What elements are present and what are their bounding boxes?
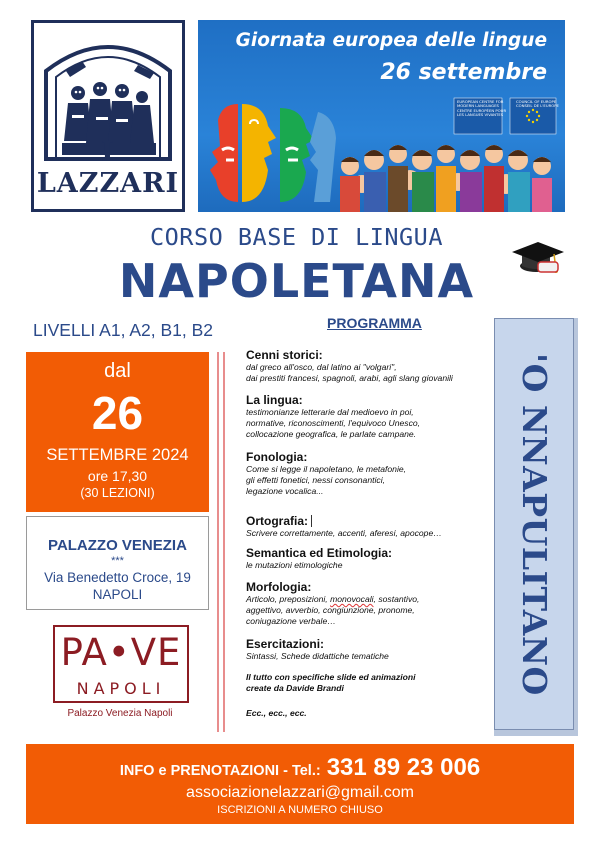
- section-title: Esercitazioni:: [246, 637, 325, 651]
- section-line: le mutazioni etimologiche: [246, 560, 343, 570]
- section-title: Morfologia:: [246, 580, 312, 594]
- section-line: legazione vocalica...: [246, 486, 324, 496]
- section-line: Articolo, preposizioni, monovocali, sostantivo,: [246, 594, 420, 604]
- program-note: [246, 672, 494, 694]
- section-line: coniugazione verbale…: [246, 616, 336, 626]
- languages-day-banner: [198, 20, 565, 212]
- program-section-exercises: [246, 637, 494, 662]
- program-section-history: [246, 348, 494, 384]
- faces-logo-icon: [210, 104, 336, 202]
- start-date-box: [26, 352, 209, 512]
- section-title: Fonologia:: [246, 450, 308, 464]
- program-section-orthography: [246, 514, 494, 539]
- location-city: NAPOLI: [92, 587, 143, 602]
- footer-info-line: [26, 754, 574, 782]
- section-line: collocazione geografica, le parlate campane.: [246, 429, 417, 439]
- pave-caption: Palazzo Venezia Napoli: [67, 708, 173, 719]
- banner-event-title: Giornata europea delle lingue: [235, 30, 547, 51]
- section-title: La lingua:: [246, 393, 303, 407]
- cartoon-people-icon: [340, 145, 552, 212]
- footer-phone: 331 89 23 006: [326, 754, 481, 781]
- program-heading: PROGRAMMA: [327, 315, 422, 331]
- info-footer: [26, 744, 574, 824]
- course-title: CORSO BASE DI LINGUA: [150, 223, 443, 251]
- program-section-phonology: [246, 450, 494, 497]
- location-box: [26, 516, 209, 610]
- footer-info-label: INFO e PRENOTAZIONI - Tel.:: [119, 763, 321, 779]
- divider-line-right: [223, 352, 225, 732]
- divider-line-left: [217, 352, 219, 732]
- course-levels: LIVELLI A1, A2, B1, B2: [33, 320, 213, 340]
- lazzari-logo: [31, 20, 185, 212]
- section-line: dal greco all'osco, dal latino ai "volgari",: [246, 362, 397, 372]
- footer-email: associazionelazzari@gmail.com: [186, 784, 414, 801]
- note-line: Il tutto con specifiche slide ed animazioni: [246, 672, 416, 682]
- pave-logo: [53, 625, 189, 703]
- section-line: testimonianze letterarie dal medioevo in poi,: [246, 407, 414, 417]
- section-line: normative, riconoscimenti, l'equivoco Unesco,: [246, 418, 421, 428]
- pave-mark: PA•VE: [60, 631, 182, 674]
- etc-line: Ecc., ecc., ecc.: [246, 708, 307, 718]
- section-line: Scrivere correttamente, accenti, aferesi, apocope…: [246, 528, 442, 538]
- ecml-logo-text: EUROPEAN CENTRE FOR MODERN LANGUAGES CENTRE EUROPÉEN POUR LES LANGUES VIVANTES: [457, 99, 507, 118]
- text-cursor-icon: [311, 515, 312, 527]
- section-line: Sintassi, Schede didattiche tematiche: [246, 651, 389, 661]
- footer-note: ISCRIZIONI A NUMERO CHIUSO: [217, 804, 383, 816]
- vertical-title: 'O NNAPULITANO: [515, 352, 554, 696]
- pave-city: NAPOLI: [76, 679, 166, 698]
- location-separator: ***: [111, 555, 124, 567]
- date-day: 26: [91, 387, 144, 439]
- date-lessons: (30 LEZIONI): [80, 486, 155, 500]
- section-line: aggettivo, avverbio, congiunzione, pronome,: [246, 605, 415, 615]
- program-section-semantics: [246, 546, 494, 571]
- coe-logo-text: COUNCIL OF EUROPE CONSEIL DE L'EUROPE: [516, 99, 559, 109]
- graduation-cap-icon: [510, 240, 566, 276]
- spellcheck-word: monovocali: [330, 594, 374, 604]
- location-street: Via Benedetto Croce, 19: [44, 570, 191, 585]
- note-line: create da Davide Brandi: [246, 683, 344, 693]
- program-section-language: [246, 393, 494, 440]
- section-line: dai prestiti francesi, spagnoli, arabi, agli slang giovanili: [246, 373, 453, 383]
- program-section-morphology: [246, 580, 494, 627]
- date-prefix: dal: [104, 360, 131, 382]
- section-title: Cenni storici:: [246, 348, 323, 362]
- date-time: ore 17,30: [87, 468, 148, 484]
- banner-event-date: 26 settembre: [380, 60, 547, 85]
- section-title: Ortografia:: [246, 514, 494, 528]
- program-etc: [246, 708, 494, 719]
- date-month-year: SETTEMBRE 2024: [46, 446, 189, 464]
- section-line: gli effetti fonetici, nessi consonantici,: [246, 475, 386, 485]
- location-name: PALAZZO VENEZIA: [48, 537, 187, 554]
- course-language: NAPOLETANA: [118, 254, 475, 308]
- section-line: Come si legge il napoletano, le metafonie,: [246, 464, 407, 474]
- section-title: Semantica ed Etimologia:: [246, 546, 393, 560]
- lazzari-name: I LAZZARI: [36, 137, 180, 199]
